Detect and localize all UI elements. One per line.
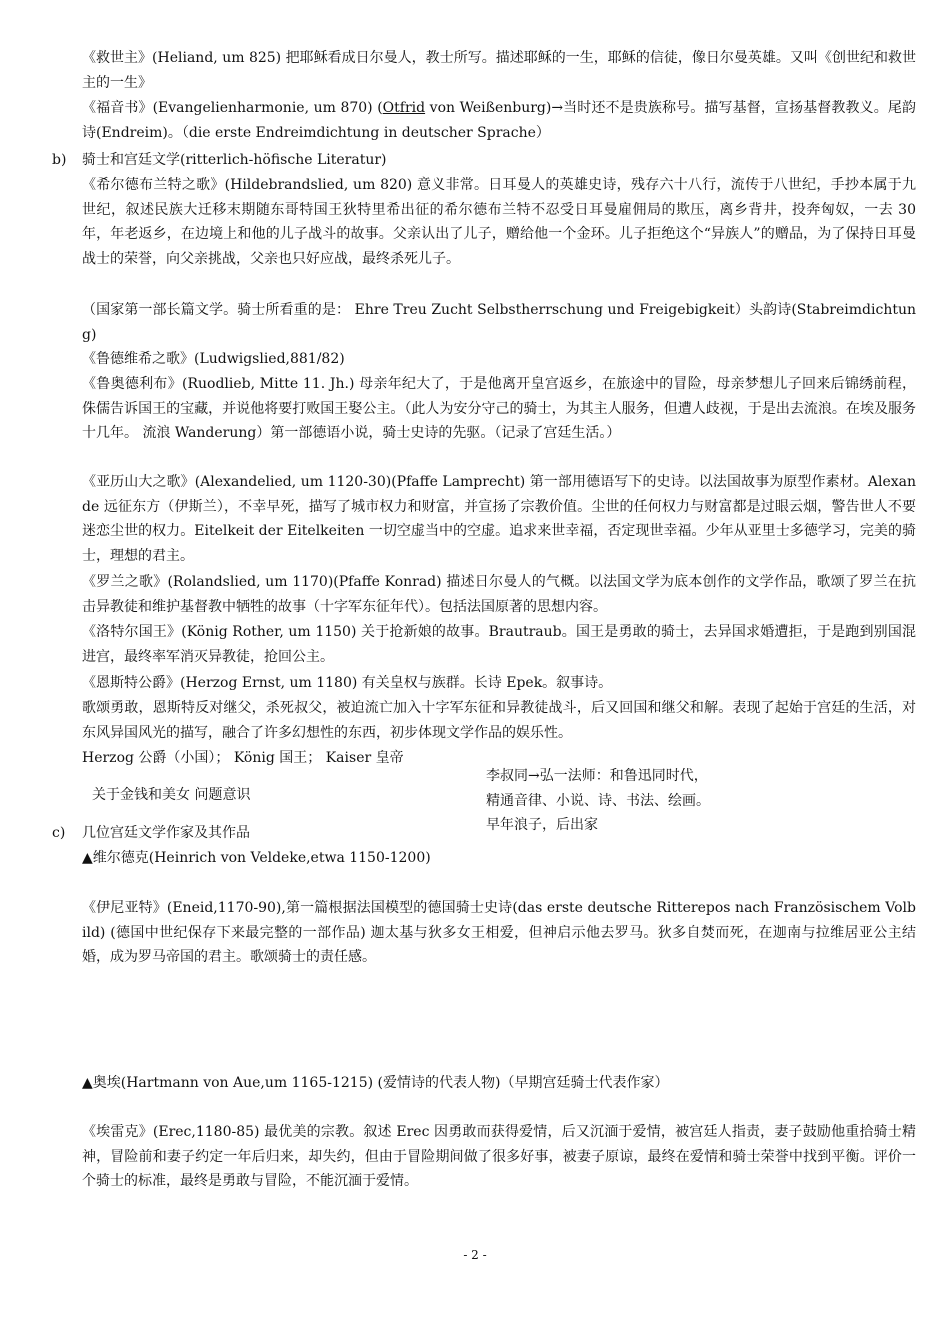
side-note-li-shutong: 李叔同→弘一法师：和鲁迅同时代，精通音律、小说、诗、书法、绘画。早年浪子，后出家: [486, 768, 710, 833]
paragraph-alexanderlied: 《亚历山大之歌》(Alexandelied, um 1120-30)(Pfaffe Lamprecht) 第一部用德语写下的史诗。以法国故事为原型作素材。Alexande 远征东方（伊斯兰），不幸早死，描写了城市权力和财富，并宣扬了宗教价值。尘世的任何权力与财富都是过眼云烟，警告世人不要迷恋尘世的权力。Eitelkeit der Eitelkeiten 一切空虚当中的空虚。追求来世幸福，否定现世幸福。少年从亚里士多德学习，完美的骑士，理想的君主。: [82, 474, 916, 564]
paragraph-rolandslied: 《罗兰之歌》(Rolandslied, um 1170)(Pfaffe Konrad) 描述日尔曼人的气概。以法国文学为底本创作的文学作品，歌颂了罗兰在抗击异教徒和维护基督教中牺牲的故事（十字军东征年代）。包括法国原著的思想内容。: [82, 574, 916, 615]
section-b-heading: 骑士和宫廷文学(ritterlich-höfische Literatur): [82, 152, 387, 168]
paragraph-evangelienharmonie: [82, 96, 916, 145]
underlined-name-otfrid: Otfrid: [382, 100, 426, 116]
paragraph-money-and-beauty: 关于金钱和美女 问题意识: [92, 787, 251, 803]
section-b-marker: b): [52, 152, 67, 168]
text-segment: von Weißenburg)→当时还不是贵族称号。描写基督，宣扬基督教教义。尾韵诗(Endreim)。（die erste Endreimdichtung in deutscher Sprache）: [82, 100, 916, 141]
paragraph-national-literature-note: （国家第一部长篇文学。骑士所看重的是： Ehre Treu Zucht Selbstherrschung und Freigebigkeit）头韵诗(Stabreimdichtung): [82, 302, 916, 343]
paragraph-ludwigslied: 《鲁德维希之歌》(Ludwigslied,881/82): [82, 351, 345, 367]
paragraph-titles: Herzog 公爵（小国）； König 国王； Kaiser 皇帝: [82, 750, 404, 766]
paragraph-herzog-ernst-detail: 歌颂勇敢，恩斯特反对继父，杀死叔父，被迫流亡加入十字军东征和异教徒战斗，后又回国和继父和解。表现了起始于宫廷的生活，对东风异国风光的描写，融合了许多幻想性的东西，初步体现文学作品的娱乐性。: [82, 700, 916, 741]
author-veldeke: ▲维尔德克(Heinrich von Veldeke,etwa 1150-1200): [82, 850, 431, 866]
paragraph-koenig-rother: 《洛特尔国王》(König Rother, um 1150) 关于抢新娘的故事。Brautraub。国王是勇敢的骑士，去异国求婚遭拒，于是跑到别国混进宫，最终率军消灭异教徒，抢回公主。: [82, 624, 916, 665]
paragraph-ruodlieb: 《鲁奥德利布》(Ruodlieb, Mitte 11. Jh.) 母亲年纪大了，于是他离开皇宫返乡，在旅途中的冒险，母亲梦想儿子回来后锦绣前程，侏儒告诉国王的宝藏，并说他将要打败国王娶公主。（此人为安分守己的骑士，为其主人服务，但遭人歧视，于是出去流浪。在埃及服务十几年。 流浪 Wanderung）第一部德语小说，骑士史诗的先驱。（记录了宫廷生活。）: [82, 376, 916, 442]
author-hartmann-von-aue: ▲奥埃(Hartmann von Aue,um 1165-1215) (爱情诗的代表人物)（早期宫廷骑士代表作家）: [82, 1075, 669, 1091]
paragraph-erec: 《埃雷克》(Erec,1180-85) 最优美的宗教。叙述 Erec 因勇敢而获得爱情，后又沉湎于爱情，被宫廷人指责，妻子鼓励他重拾骑士精神，冒险前和妻子约定一年后归来，却失约，但由于冒险期间做了很多好事，被妻子原谅，最终在爱情和骑士荣誉中找到平衡。评价一个骑士的标准，最终是勇敢与冒险，不能沉湎于爱情。: [82, 1124, 916, 1190]
section-c-heading: 几位宫廷文学作家及其作品: [82, 825, 250, 841]
paragraph-hildebrandslied: 《希尔德布兰特之歌》(Hildebrandslied, um 820) 意义非常。日耳曼人的英雄史诗，残存六十八行，流传于八世纪，手抄本属于九世纪，叙述民族大迁移末期随东哥特国王狄特里希出征的希尔德布兰特不忍受日耳曼雇佣局的欺压，离乡背井，投奔匈奴，一去 30 年，年老返乡，在边境上和他的儿子战斗的故事。父亲认出了儿子，赠给他一个金环。儿子拒绝这个“异族人”的赠品，为了保持日耳曼战士的荣誉，向父亲挑战，父亲也只好应战，最终杀死儿子。: [82, 177, 916, 267]
paragraph-heliand: 《救世主》(Heliand, um 825) 把耶稣看成日尔曼人，教士所写。描述耶稣的一生，耶稣的信徒，像日尔曼英雄。又叫《创世纪和救世主的一生》: [82, 50, 916, 91]
text-segment: 《福音书》(Evangelienharmonie, um 870) (: [82, 100, 383, 116]
section-c-marker: c): [52, 825, 66, 841]
paragraph-herzog-ernst: 《恩斯特公爵》(Herzog Ernst, um 1180) 有关皇权与族群。长诗 Epek。叙事诗。: [82, 675, 613, 691]
page-number: - 2 -: [463, 1248, 487, 1262]
paragraph-eneid: 《伊尼亚特》(Eneid,1170-90),第一篇根据法国模型的德国骑士史诗(das erste deutsche Ritterepos nach Französischem Volbild) (德国中世纪保存下来最完整的一部作品) 迦太基与狄多女王相爱，但神启示他去罗马。狄多自焚而死，在迦南与拉维居亚公主结婚，成为罗马帝国的君主。歌颂骑士的责任感。: [82, 900, 916, 966]
